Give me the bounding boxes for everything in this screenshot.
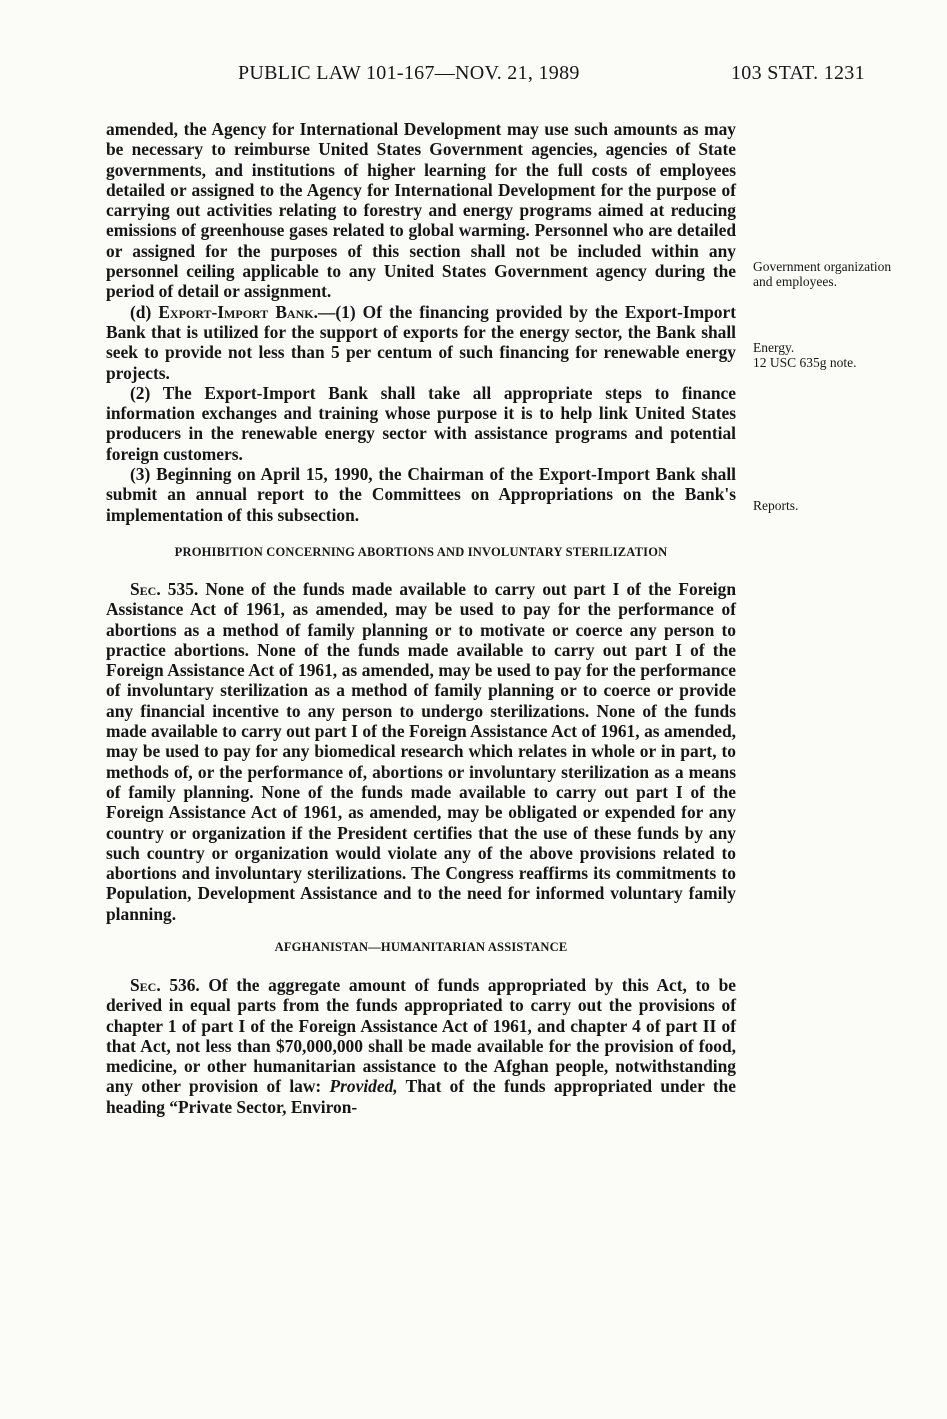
section-heading-afghanistan: AFGHANISTAN—HUMANITARIAN ASSISTANCE — [274, 939, 568, 954]
margin-note-government: Government organization and employees. — [753, 259, 892, 289]
section-536-label: Sec. — [130, 974, 161, 995]
section-536-provided: Provided, — [329, 1076, 398, 1097]
paragraph-3: (3) Beginning on April 15, 1990, the Chairman of the Export-Import Bank shall submit an annual report to the Committees on Appropriations on the Bank's implementation of this subsection. — [106, 464, 736, 525]
main-text-column — [106, 119, 736, 1117]
section-535-text: 535. None of the funds made available to carry out part I of the Foreign Assistance Act of 1961, as amended, may be used to pay for the performance of abortions as a method of family planning or to motivate or coerce any person to practice abortions. None of the funds made available to carry out part I of the Foreign Assistance Act of 1961, as amended, may be used to pay for the performance of involuntary sterilization as a method of family planning or to coerce or provide any financial incentive to any person to undergo sterilizations. None of the funds made available to carry out part I of the Foreign Assistance Act of 1961, as amended, may be used to pay for any biomedical research which relates in whole or in part, to methods of, or the performance of, abortions or involuntary sterilization as a means of family planning. None of the funds made available to carry out part I of the Foreign Assistance Act of 1961, as amended, may be obligated or expended for any country or organization if the President certifies that the use of these funds by any such country or organization would violate any of the above provisions related to abortions and involuntary sterilizations. The Congress reaffirms its commitments to Population, Development Assistance and to the need for informed voluntary family planning. — [106, 578, 736, 924]
subsection-d-heading: Export-Import Bank. — [158, 301, 318, 322]
subsection-d — [106, 302, 736, 383]
margin-note-reports: Reports. — [753, 498, 799, 513]
subsection-d-text: —(1) Of the financing provided by the Export-Import Bank that is utilized for the support of exports for the energy sector, the Bank shall seek to provide not less than 5 per centum of such financing for renewable energy projects. — [106, 301, 737, 383]
section-535 — [106, 579, 736, 924]
section-536-text: 536. Of the aggregate amount of funds appropriated by this Act, to be derived in equal parts from the funds appropriated to carry out the provisions of chapter 1 of part I of the Foreign Assistance Act of 1961, and chapter 4 of part II of that Act, not less than $70,000,000 shall be made available for the provision of food, medicine, or other humanitarian assistance to the Afghan people, notwithstanding any other provision of law: — [106, 974, 736, 1097]
section-535-label: Sec. — [130, 578, 161, 599]
section-536 — [106, 975, 736, 1117]
header-title: PUBLIC LAW 101-167—NOV. 21, 1989 — [238, 62, 580, 84]
header-page-number: 103 STAT. 1231 — [731, 62, 865, 84]
paragraph-2: (2) The Export-Import Bank shall take all appropriate steps to finance information exchanges and training whose purpose it is to help link United States producers in the renewable energy sector with assistance programs and potential foreign customers. — [106, 382, 736, 464]
subsection-d-label: (d) — [130, 301, 159, 322]
section-heading-abortions: PROHIBITION CONCERNING ABORTIONS AND INVOLUNTARY STERILIZATION — [174, 544, 668, 559]
section-536-end: That of the funds appropriated under the heading “Private Sector, Environ- — [106, 1076, 736, 1117]
paragraph-continued: amended, the Agency for International Development may use such amounts as may be necessary to reimburse United States Government agencies, agencies of State governments, and institutions of higher learning for the full costs of employees detailed or assigned to the Agency for International Development for the purpose of carrying out activities relating to forestry and energy programs aimed at reducing emissions of greenhouse gases related to global warming. Personnel who are detailed or assigned for the purposes of this section shall not be included within any personnel ceiling applicable to any United States Government agency during the period of detail or assignment. — [106, 119, 736, 302]
margin-note-energy: Energy. 12 USC 635g note. — [753, 340, 857, 370]
running-header — [0, 62, 947, 92]
